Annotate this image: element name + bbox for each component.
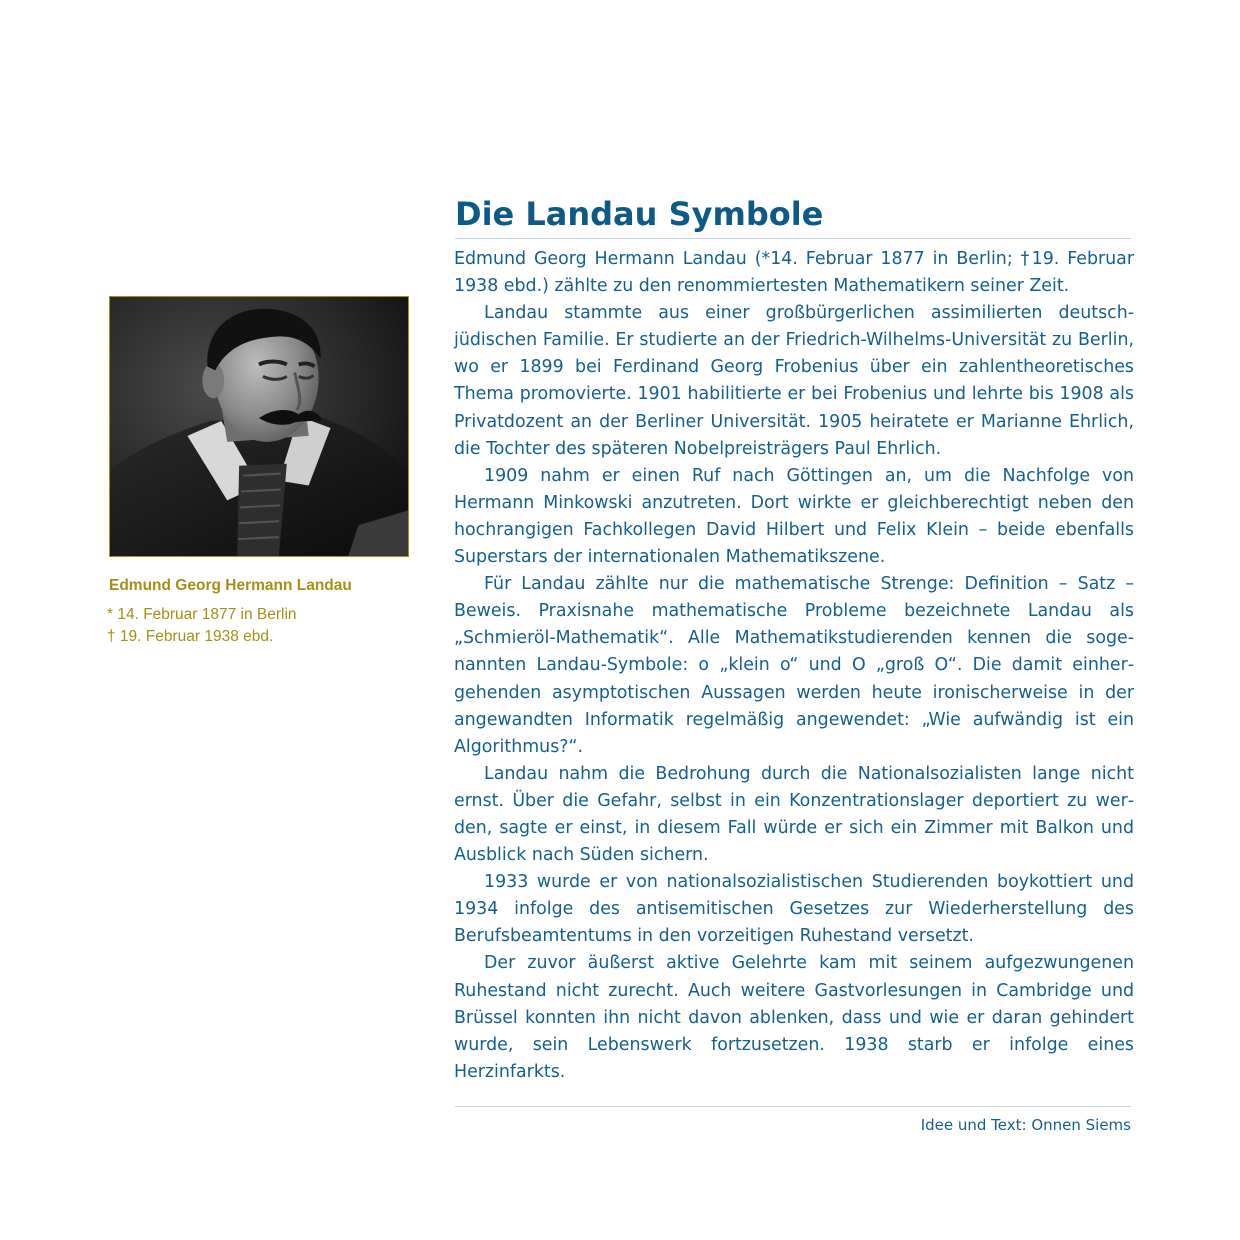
article-paragraph-6: 1933 wurde er von nationalsozialistischen Studierenden boykottiert und 1934 infolge des antisemitischen Gesetzes zur Wiederherstellung des Berufsbeamtentums in den vorzeitigen Ruhestand versetzt. bbox=[454, 872, 1134, 947]
article-paragraph-3: 1909 nahm er einen Ruf nach Göttingen an, um die Nachfolge von Hermann Minkowski anzutreten. Dort wirkte er gleichberechtigt neben den hochrangigen Fachkollegen David Hilbert und Felix Klein – beide ebenfalls Superstars der internationalen Mathematikszene. bbox=[454, 465, 1134, 568]
portrait-photo bbox=[109, 296, 409, 557]
article-body bbox=[454, 246, 1134, 1086]
portrait-caption bbox=[107, 576, 417, 648]
caption-death-date: † 19. Februar 1938 ebd. bbox=[107, 628, 274, 645]
article-paragraph-5: Landau nahm die Bedrohung durch die Nationalsozialisten lange nicht ernst. Über die Gefahr, selbst in ein Konzentrationslager deportiert zu werden, sagte er einst, in diesem Fall würde er sich ein Zimmer mit Balkon und Ausblick nach Süden sichern. bbox=[454, 763, 1134, 866]
article-paragraph-2: Landau stammte aus einer großbürgerlichen assimilierten deutschjüdischen Familie. Er studierte an der Friedrich-Wilhelms-Universität zu Berlin, wo er 1899 bei Ferdinand Georg Frobenius über ein zahlentheoretisches Thema promovierte. 1901 habilitierte er bei Frobenius und lehrte bis 1908 als Privatdozent an der Berliner Universität. 1905 heiratete er Marianne Ehrlich, die Tochter des späteren Nobelpreisträgers Paul Ehrlich. bbox=[454, 303, 1134, 459]
caption-birth-date: * 14. Februar 1877 in Berlin bbox=[107, 606, 297, 623]
article-paragraph-4: Für Landau zählte nur die mathematische Strenge: Definition – Satz – Beweis. Praxisnahe mathematische Probleme bezeichnete Landau als „Schmieröl-Mathematik“. Alle Mathematikstudierenden kennen die sogenannten Landau-Symbole: o „klein o“ und O „groß O“. Die damit einhergehenden asymptotischen Aussagen werden heute ironischerweise in der angewandten Informatik regelmäßig angewendet: „Wie aufwändig ist ein Algorithmus?“. bbox=[454, 574, 1134, 757]
article-paragraph-7: Der zuvor äußerst aktive Gelehrte kam mit seinem aufgezwungenen Ruhestand nicht zurecht. Auch weitere Gastvorlesungen in Cambridge und Brüssel konnten ihn nicht davon ablenken, dass und wie er daran gehindert wurde, sein Lebenswerk fortzusetzen. 1938 starb er infolge eines Herzinfarkts. bbox=[454, 953, 1134, 1082]
author-credit: Idee und Text: Onnen Siems bbox=[920, 1116, 1131, 1134]
article-paragraph-1: Edmund Georg Hermann Landau (*14. Februar 1877 in Berlin; †19. Februar 1938 ebd.) zählte zu den renommiertesten Mathematikern seiner Zeit. bbox=[454, 249, 1134, 297]
portrait-photo-image bbox=[110, 297, 408, 556]
footer-divider bbox=[455, 1106, 1131, 1107]
caption-name: Edmund Georg Hermann Landau bbox=[109, 577, 352, 594]
title-divider bbox=[455, 238, 1131, 239]
page-title: Die Landau Symbole bbox=[455, 195, 824, 233]
